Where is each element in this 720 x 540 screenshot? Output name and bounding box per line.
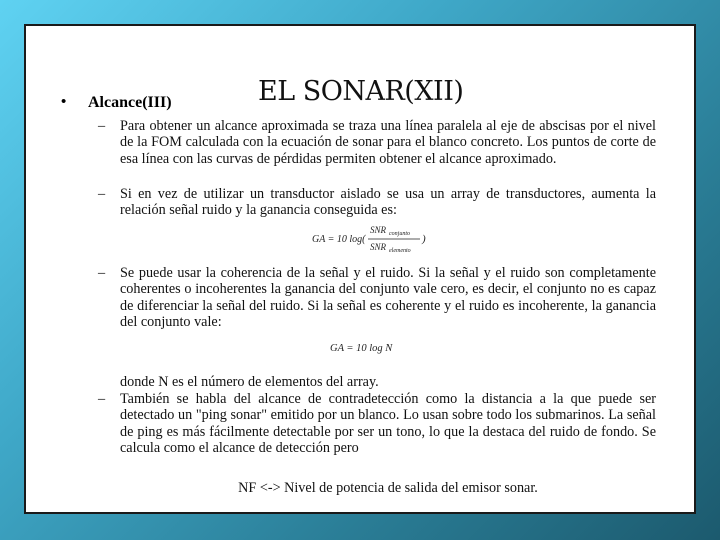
footer-line: NF <-> Nivel de potencia de salida del emisor sonar. [238,480,538,496]
page-title: EL SONAR(XII) [258,76,464,107]
dash-icon: – [98,265,106,281]
formula-rhs: ) [422,233,426,245]
paragraph-5 [98,391,656,457]
dash-icon: – [98,118,106,134]
dash-icon: – [98,186,106,202]
paragraph-2 [98,186,656,219]
paragraph-text: Para obtener un alcance aproximada se traza una línea paralela al eje de abscisas por el nivel de la FOM calculada con la ecuación de sonar para el blanco concreto. Los puntos de corte de esa línea con las curvas de pérdidas permiten obtener el alcance aproximado. [120,118,656,167]
formula-coherent-gain: GA = 10 log N [330,343,393,354]
dash-icon: – [98,391,106,407]
slide [24,24,696,514]
section-heading: Alcance(III) [88,94,172,111]
paragraph-3 [98,265,656,331]
paragraph-1 [98,118,656,167]
bullet-icon: • [61,93,67,110]
formula-lhs: GA = 10 log( [312,234,366,245]
paragraph-text: donde N es el número de elementos del array. [120,374,379,390]
paragraph-4 [120,374,656,390]
formula-numerator: SNR [370,225,387,235]
paragraph-text: También se habla del alcance de contradetección como la distancia a la que puede ser detectado un "ping sonar" emitido por un blanco. Lo usan sobre todo los submarinos. La señal de ping es más fácilmente detectable por ser un tono, lo que la destaca del ruido de fondo. Se calcula como el alcance de detección pero [120,391,656,457]
formula-numerator-sub: conjunto [389,231,410,237]
formula-denominator: SNR [370,242,387,252]
paragraph-text: Si en vez de utilizar un transductor aislado se usa un array de transductores, aumenta la relación señal ruido y la ganancia conseguida es: [120,186,656,219]
paragraph-text: Se puede usar la coherencia de la señal y el ruido. Si la señal y el ruido son completamente coherentes o incoherentes la ganancia del conjunto vale cero, es decir, el conjunto no es capaz de diferenciar la señal del ruido. Si la señal es coherente y el ruido es incoherente, la ganancia del conjunto vale: [120,265,656,331]
formula-denominator-sub: elemento [389,248,411,254]
formula-array-gain [312,223,452,255]
